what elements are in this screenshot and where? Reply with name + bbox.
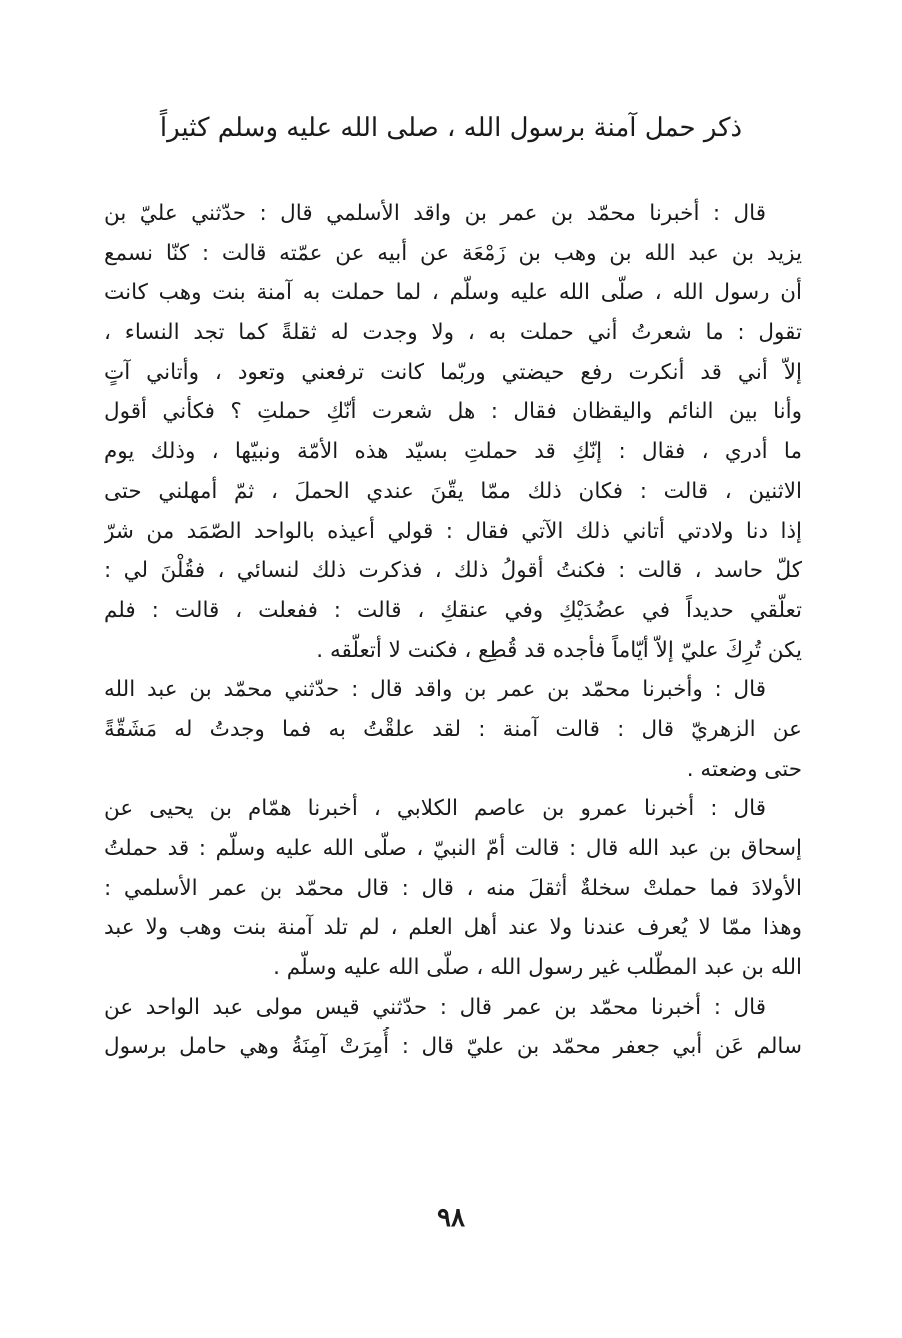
text-line: وهذا ممّا لا يُعرف عندنا ولا عند أهل العلم ، لم تلد آمنة بنت وهب ولا عبد: [104, 915, 802, 941]
text-line: عن الزهريّ قال : قالت آمنة : لقد علقْتُ به فما وجدتُ له مَشَقّةً: [104, 716, 802, 742]
text-line: وأنا بين النائم واليقظان فقال : هل شعرت أنّكِ حملتِ ؟ فكأني أقول: [104, 399, 802, 425]
text-line: ما أدري ، فقال : إنّكِ قد حملتِ بسيّد هذه الأمّة ونبيّها ، وذلك يوم: [104, 439, 802, 465]
text-line: سالم عَن أبي جعفر محمّد بن عليّ قال : أُمِرَتْ آمِنَةُ وهي حامل برسول: [104, 1034, 802, 1060]
text-line: إسحاق بن عبد الله قال : قالت أمّ النبيّ ، صلّى الله عليه وسلّم : قد حملتُ: [104, 836, 802, 861]
text-line: تعلّقي حديداً في عضُدَيْكِ وفي عنقكِ ، قالت : ففعلت ، قالت : فلم: [104, 597, 802, 623]
text-line: قال : أخبرنا عمرو بن عاصم الكلابي ، أخبرنا همّام بن يحيى عن: [104, 796, 766, 822]
text-line: قال : أخبرنا محمّد بن عمر بن واقد الأسلمي قال : حدّثني عليّ بن: [104, 201, 766, 226]
text-line: تقول : ما شعرتُ أني حملت به ، ولا وجدت له ثقلةً كما تجد النساء ،: [104, 320, 802, 346]
text-line: قال : وأخبرنا محمّد بن عمر بن واقد قال : حدّثني محمّد بن عبد الله: [104, 677, 766, 703]
text-line: قال : أخبرنا محمّد بن عمر قال : حدّثني قيس مولى عبد الواحد عن: [104, 994, 766, 1020]
text-line: حتى وضعته .: [686, 756, 802, 782]
text-line: الله بن عبد المطّلب غير رسول الله ، صلّى الله عليه وسلّم .: [273, 955, 802, 981]
text-line: يكن تُرِكَ عليّ إلاّ أيّاماً فأجده قد قُطِع ، فكنت لا أتعلّقه .: [316, 637, 802, 663]
text-line: إلاّ أني قد أنكرت رفع حيضتي وربّما كانت ترفعني وتعود ، وأتاني آتٍ: [104, 359, 802, 385]
page-number: ٩٨: [437, 1203, 465, 1233]
text-line: يزيد بن عبد الله بن وهب بن زَمْعَة عن أبيه عن عمّته قالت : كنّا نسمع: [104, 240, 802, 266]
text-line: الاثنين ، قالت : فكان ذلك ممّا يقّنَ عندي الحملَ ، ثمّ أمهلني حتى: [104, 478, 802, 504]
text-line: كلّ حاسد ، قالت : فكنتُ أقولُ ذلك ، فذكرت ذلك لنسائي ، فقُلْنَ لي :: [104, 558, 802, 584]
text-line: إذا دنا ولادتي أتاني ذلك الآتي فقال : قولي أعيذه بالواحد الصّمَد من شرّ: [104, 518, 802, 544]
chapter-heading: ذكر حمل آمنة برسول الله ، صلى الله عليه وسلم كثيراً: [159, 113, 743, 143]
body-text: [104, 194, 802, 1067]
text-line: أن رسول الله ، صلّى الله عليه وسلّم ، لما حملت به آمنة بنت وهب كانت: [104, 280, 802, 306]
text-line: الأولادَ فما حملتْ سخلةٌ أثقلَ منه ، قال : قال محمّد بن عمر الأسلمي :: [104, 875, 802, 901]
